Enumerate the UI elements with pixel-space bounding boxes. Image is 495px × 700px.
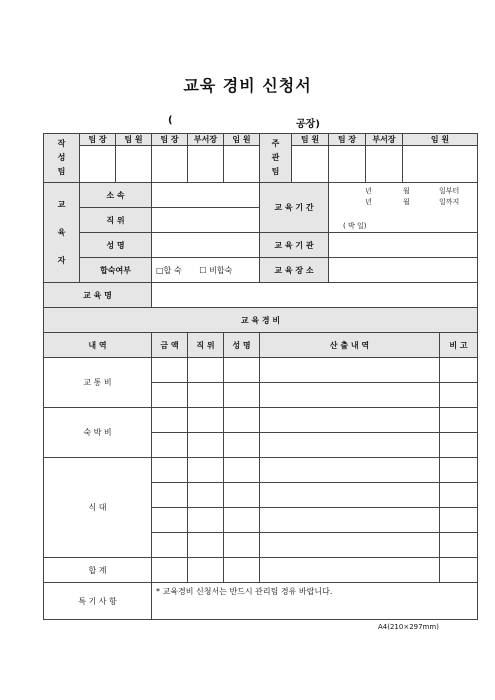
expense-cell[interactable]: [152, 433, 188, 458]
super-col-3: 부서장: [366, 134, 403, 146]
author-col-5: 임 원: [224, 134, 260, 146]
expense-cell[interactable]: [440, 533, 478, 558]
super-col-1: 팀 원: [292, 134, 329, 146]
author-sign-2[interactable]: [116, 146, 152, 183]
expense-cell[interactable]: [224, 358, 260, 383]
total-amount[interactable]: [152, 558, 188, 583]
expense-cell[interactable]: [188, 533, 224, 558]
expense-cell[interactable]: [260, 383, 440, 408]
remarks-note: * 교육경비 신청서는 반드시 관리팀 경유 바랍니다.: [156, 587, 333, 596]
supervising-team-label: [260, 134, 292, 183]
author-col-2: 팀 원: [116, 134, 152, 146]
expense-header-calc: 산 출 내 역: [260, 333, 440, 358]
period-month2: 월: [403, 198, 410, 206]
author-sign-1[interactable]: [80, 146, 116, 183]
lodging-yes-checkbox[interactable]: □합 숙: [156, 265, 182, 275]
expense-cell[interactable]: [152, 483, 188, 508]
name-field[interactable]: [152, 233, 260, 258]
author-sign-5[interactable]: [224, 146, 260, 183]
total-label: 합 계: [44, 558, 152, 583]
trainee-label-text: 교 육 자: [57, 199, 66, 265]
expense-cell[interactable]: [260, 508, 440, 533]
meals-label: 식 대: [44, 458, 152, 558]
total-cell[interactable]: [440, 558, 478, 583]
expense-cell[interactable]: [188, 508, 224, 533]
expense-cell[interactable]: [440, 408, 478, 433]
position-label: 직 위: [80, 208, 152, 233]
expense-cell[interactable]: [188, 383, 224, 408]
author-col-4: 부서장: [188, 134, 224, 146]
author-sign-3[interactable]: [152, 146, 188, 183]
position-field[interactable]: [152, 208, 260, 233]
expense-cell[interactable]: [152, 458, 188, 483]
expense-cell[interactable]: [224, 433, 260, 458]
place-field[interactable]: [329, 258, 478, 283]
expense-cell[interactable]: [260, 533, 440, 558]
expense-header-name: 성 명: [224, 333, 260, 358]
expense-cell[interactable]: [440, 433, 478, 458]
expense-cell[interactable]: [152, 408, 188, 433]
expense-cell[interactable]: [152, 383, 188, 408]
course-name-field[interactable]: [152, 283, 478, 308]
expense-cell[interactable]: [260, 358, 440, 383]
expense-header-position: 직 위: [188, 333, 224, 358]
remarks-field[interactable]: [152, 583, 478, 620]
remarks-label: 특 기 사 항: [44, 583, 152, 620]
expense-cell[interactable]: [224, 408, 260, 433]
affiliation-field[interactable]: [152, 183, 260, 208]
expense-cell[interactable]: [260, 408, 440, 433]
expense-cell[interactable]: [440, 358, 478, 383]
period-to: 일까지: [439, 198, 460, 206]
super-sign-2[interactable]: [329, 146, 366, 183]
author-team-label-text: 작 성 팀: [57, 139, 66, 176]
author-col-1: 팀 장: [80, 134, 116, 146]
expense-cell[interactable]: [188, 358, 224, 383]
author-col-3: 팀 장: [152, 134, 188, 146]
expense-cell[interactable]: [440, 458, 478, 483]
expense-cell[interactable]: [188, 483, 224, 508]
total-cell[interactable]: [188, 558, 224, 583]
expense-header-item: 내 역: [44, 333, 152, 358]
super-sign-1[interactable]: [292, 146, 329, 183]
expense-cell[interactable]: [188, 433, 224, 458]
expense-cell[interactable]: [440, 383, 478, 408]
application-form-table: [43, 133, 478, 620]
author-team-label: [44, 134, 80, 183]
trainee-label: [44, 183, 80, 283]
expense-cell[interactable]: [188, 458, 224, 483]
lodging-expense-label: 숙 박 비: [44, 408, 152, 458]
expense-cell[interactable]: [224, 458, 260, 483]
course-name-label: 교 육 명: [44, 283, 152, 308]
expense-cell[interactable]: [224, 533, 260, 558]
expense-cell[interactable]: [260, 433, 440, 458]
expense-cell[interactable]: [152, 508, 188, 533]
expense-header-amount: 금 액: [152, 333, 188, 358]
expense-cell[interactable]: [440, 508, 478, 533]
total-cell[interactable]: [260, 558, 440, 583]
transport-label: 교 통 비: [44, 358, 152, 408]
period-label: 교 육 기 간: [260, 183, 329, 233]
expense-header-note: 비 고: [440, 333, 478, 358]
affiliation-label: 소 속: [80, 183, 152, 208]
period-field[interactable]: [329, 183, 478, 233]
institution-label: 교 육 기 관: [260, 233, 329, 258]
expense-cell[interactable]: [440, 483, 478, 508]
expense-cell[interactable]: [152, 358, 188, 383]
place-label: 교 육 장 소: [260, 258, 329, 283]
expense-cell[interactable]: [188, 408, 224, 433]
expense-cell[interactable]: [260, 483, 440, 508]
period-month1: 월: [403, 187, 410, 195]
super-col-4: 임 원: [403, 134, 478, 146]
period-year1: 년: [365, 187, 372, 195]
expense-cell[interactable]: [260, 458, 440, 483]
lodging-label: 합숙여부: [80, 258, 152, 283]
factory-label: 공장): [296, 119, 320, 130]
supervising-team-label-text: 주 관 팀: [271, 139, 280, 176]
expense-cell[interactable]: [224, 383, 260, 408]
paper-size-note: A4(210×297mm): [378, 623, 439, 631]
expense-cell[interactable]: [224, 508, 260, 533]
period-from: 일부터: [439, 187, 460, 195]
institution-field[interactable]: [329, 233, 478, 258]
expense-cell[interactable]: [152, 533, 188, 558]
factory-open-paren: (: [168, 115, 173, 126]
period-year2: 년: [365, 198, 372, 206]
super-sign-3[interactable]: [366, 146, 403, 183]
name-label: 성 명: [80, 233, 152, 258]
period-nights: ( 박 일): [343, 222, 367, 230]
super-col-2: 팀 장: [329, 134, 366, 146]
form-title: 교육 경비 신청서: [183, 76, 312, 95]
lodging-no-checkbox[interactable]: ☐ 비합숙: [199, 265, 233, 275]
super-sign-4[interactable]: [403, 146, 478, 183]
expense-section-title: 교 육 경 비: [44, 308, 478, 333]
expense-cell[interactable]: [224, 483, 260, 508]
total-cell[interactable]: [224, 558, 260, 583]
lodging-options[interactable]: [152, 258, 260, 283]
author-sign-4[interactable]: [188, 146, 224, 183]
